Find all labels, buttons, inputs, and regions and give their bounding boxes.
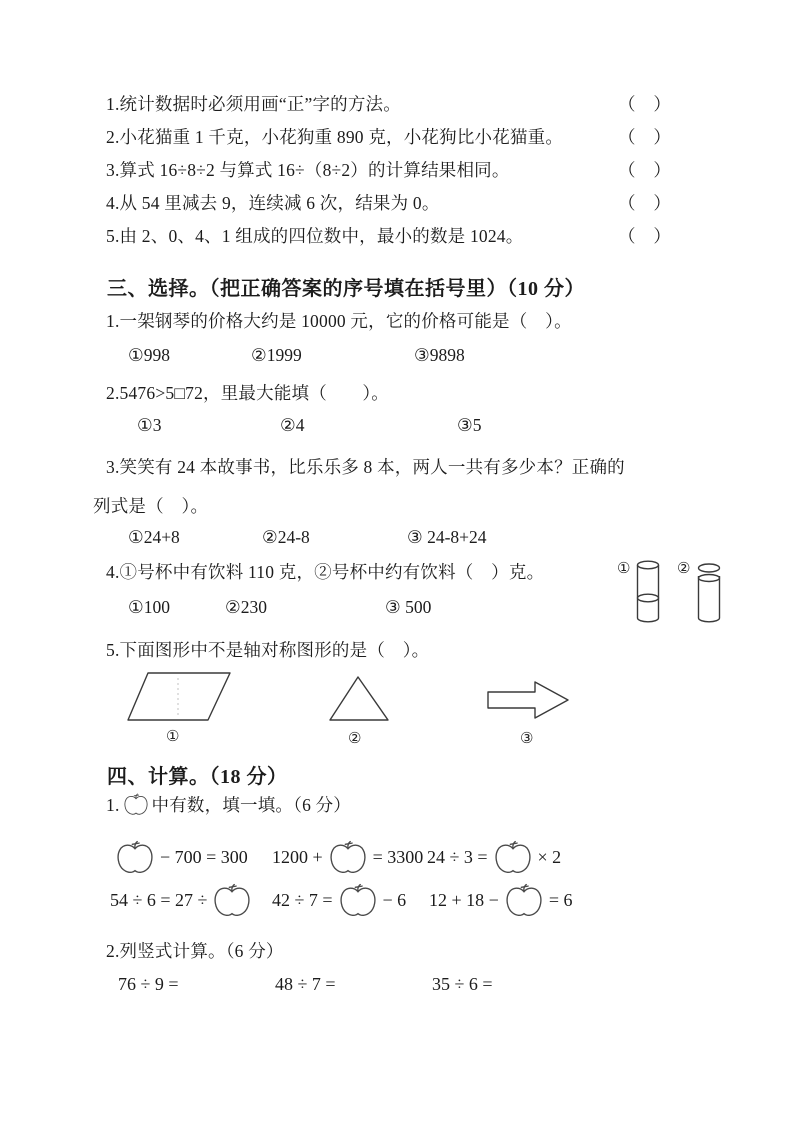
subsection-title-text: 中有数，填一填。（6 分） (151, 794, 352, 815)
equation-post: = 3300 (372, 847, 424, 867)
answer-bracket: （ ） (618, 127, 672, 147)
answer-bracket: （ ） (618, 226, 672, 246)
apple-blank-icon (493, 840, 533, 875)
apple-blank-icon (123, 793, 149, 816)
fill-equation (272, 883, 406, 918)
apple-blank-icon (115, 840, 155, 875)
equation-pre: 42 ÷ 7 = (272, 890, 333, 910)
equation-pre: 24 ÷ 3 = (427, 847, 488, 867)
judge-item-2 (106, 126, 712, 148)
choice-q2-options (0, 415, 793, 441)
choice-q3-text-line2: 列式是（ ）。 (93, 496, 209, 516)
option-2: ②230 (225, 597, 267, 617)
cup-2-liquid-level (699, 575, 720, 582)
judge-item-4 (106, 192, 712, 214)
choice-q1-options (0, 345, 793, 371)
cup-1-liquid-level (638, 594, 659, 602)
option-3: ③ 500 (385, 597, 432, 617)
judge-item-1 (106, 93, 712, 115)
cup-2-label: ② (677, 561, 691, 577)
equation-post: × 2 (537, 847, 562, 867)
option-3: ③ 24-8+24 (407, 527, 487, 547)
section-four-heading: 四、计算。（18 分） (107, 766, 288, 788)
apple-blank-icon (504, 883, 544, 918)
question-text: 4.从 54 里减去 9，连续减 6 次，结果为 0。 (106, 193, 440, 213)
choice-q2-text: 2.5476>5□72，里最大能填（ ）。 (106, 383, 389, 403)
equation-post: − 700 = 300 (160, 847, 248, 867)
fill-equation-row-1 (0, 840, 793, 884)
fill-equation (110, 840, 248, 875)
fill-equation (429, 883, 572, 918)
fill-equation (110, 883, 257, 918)
fill-equation (272, 840, 423, 875)
answer-bracket: （ ） (618, 193, 672, 213)
choice-q3-text-line1: 3.笑笑有 24 本故事书，比乐乐多 8 本，两人一共有多少本？正确的 (106, 457, 625, 477)
arrow-shape (488, 682, 568, 718)
shape-1-label: ① (166, 729, 180, 745)
triangle-shape (330, 677, 388, 720)
choice-q5-text: 5.下面图形中不是轴对称图形的是（ ）。 (106, 640, 430, 660)
option-1: ①24+8 (128, 527, 180, 547)
equation-post: − 6 (382, 890, 407, 910)
equation-pre: 54 ÷ 6 = 27 ÷ (110, 890, 208, 910)
answer-bracket: （ ） (618, 94, 672, 114)
equation-pre: 1200 + (272, 847, 323, 867)
section-three-heading: 三、选择。（把正确答案的序号填在括号里）（10 分） (107, 278, 585, 300)
division-problem-2: 48 ÷ 7 = (275, 974, 336, 994)
vertical-calc-problems (0, 974, 793, 1000)
vertical-calc-title: 2.列竖式计算。（6 分） (106, 941, 284, 961)
subsection-number: 1. (106, 794, 120, 815)
shape-2-label: ② (348, 731, 362, 747)
cup-2-drawing (699, 564, 720, 622)
question-text: 3.算式 16÷8÷2 与算式 16÷（8÷2）的计算结果相同。 (106, 160, 510, 180)
question-text: 5.由 2、0、4、1 组成的四位数中，最小的数是 1024。 (106, 226, 524, 246)
option-2: ②24-8 (262, 527, 310, 547)
choice-q1-text: 1.一架钢琴的价格大约是 10000 元，它的价格可能是（ ）。 (106, 311, 572, 331)
cup-1-drawing (638, 561, 659, 622)
equation-pre: 12 + 18 − (429, 890, 499, 910)
option-3: ③5 (457, 415, 482, 435)
fill-blanks-title (106, 793, 351, 816)
shapes-illustration (100, 663, 600, 751)
apple-blank-icon (212, 883, 252, 918)
apple-blank-icon (328, 840, 368, 875)
judge-item-3 (106, 159, 712, 181)
option-1: ①3 (137, 415, 162, 435)
choice-q4-text: 4.①号杯中有饮料 110 克，②号杯中约有饮料（ ）克。 (106, 562, 545, 582)
fill-equation (427, 840, 561, 875)
apple-blank-icon (338, 883, 378, 918)
cups-illustration (612, 548, 742, 626)
option-3: ③9898 (414, 345, 465, 365)
judge-item-5 (106, 225, 712, 247)
question-text: 2.小花猫重 1 千克，小花狗重 890 克，小花狗比小花猫重。 (106, 127, 564, 147)
question-text: 1.统计数据时必须用画“正”字的方法。 (106, 94, 401, 114)
option-1: ①100 (128, 597, 170, 617)
division-problem-3: 35 ÷ 6 = (432, 974, 493, 994)
parallelogram-shape (128, 673, 230, 720)
fill-equation-row-2 (0, 883, 793, 927)
answer-bracket: （ ） (618, 160, 672, 180)
shape-3-label: ③ (520, 731, 534, 747)
cup-1-label: ① (617, 561, 631, 577)
equation-post: = 6 (548, 890, 573, 910)
division-problem-1: 76 ÷ 9 = (118, 974, 179, 994)
option-2: ②4 (280, 415, 305, 435)
option-1: ①998 (128, 345, 170, 365)
option-2: ②1999 (251, 345, 302, 365)
